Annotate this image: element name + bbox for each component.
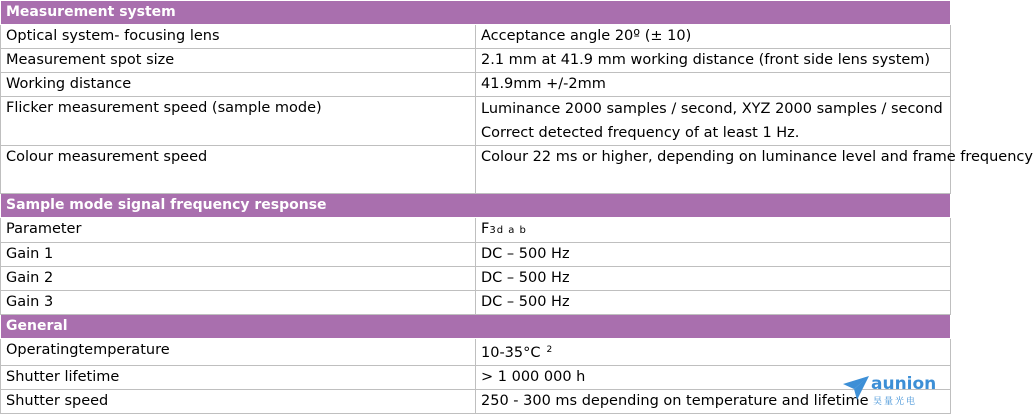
row-value: 41.9mm +/-2mm [476, 73, 951, 97]
watermark-brand: aunion [871, 374, 937, 394]
table-row [1, 73, 951, 97]
section-header-frequency [1, 194, 951, 218]
section-title: Measurement system [1, 1, 951, 25]
table-row [1, 291, 951, 315]
row-value: DC – 500 Hz [476, 291, 951, 315]
row-value: DC – 500 Hz [476, 267, 951, 291]
param-sub: 3d a b [489, 225, 527, 236]
row-label: Optical system- focusing lens [1, 25, 476, 49]
temp-superscript: 2 [546, 345, 553, 355]
table-row [1, 25, 951, 49]
paper-plane-icon [841, 372, 871, 402]
row-value: Colour 22 ms or higher, depending on luminance level and frame frequency [476, 146, 951, 194]
table-row [1, 267, 951, 291]
row-value: Luminance 2000 samples / second, XYZ 2000 samples / second Correct detected frequency of at least 1 Hz. [476, 97, 951, 146]
row-label: Colour measurement speed [1, 146, 476, 194]
section-header-measurement [1, 1, 951, 25]
row-value: DC – 500 Hz [476, 243, 951, 267]
table-row [1, 146, 951, 194]
row-value: > 1 000 000 h [476, 366, 951, 390]
table-row [1, 218, 951, 243]
row-label: Working distance [1, 73, 476, 97]
row-value [476, 339, 951, 366]
row-label: Gain 2 [1, 267, 476, 291]
table-row [1, 97, 951, 146]
row-value: 2.1 mm at 41.9 mm working distance (front side lens system) [476, 49, 951, 73]
table-row [1, 390, 951, 414]
table-row [1, 49, 951, 73]
row-value [476, 218, 951, 243]
watermark-sub: 昊量光电 [873, 397, 918, 407]
row-label: Gain 3 [1, 291, 476, 315]
section-header-general [1, 315, 951, 339]
row-label: Measurement spot size [1, 49, 476, 73]
row-label: Gain 1 [1, 243, 476, 267]
row-label: Shutter lifetime [1, 366, 476, 390]
table-row [1, 339, 951, 366]
table-row [1, 243, 951, 267]
section-title: General [1, 315, 951, 339]
watermark-logo [841, 372, 941, 408]
row-label: Shutter speed [1, 390, 476, 414]
row-value: 250 - 300 ms depending on temperature and lifetime [476, 390, 951, 414]
row-label: Flicker measurement speed (sample mode) [1, 97, 476, 146]
param-main: F [481, 221, 490, 237]
table-row [1, 366, 951, 390]
row-label: Operatingtemperature [1, 339, 476, 366]
section-title: Sample mode signal frequency response [1, 194, 951, 218]
row-value: Acceptance angle 20º (± 10) [476, 25, 951, 49]
row-label: Parameter [1, 218, 476, 243]
temp-value: 10-35°C [481, 345, 541, 361]
